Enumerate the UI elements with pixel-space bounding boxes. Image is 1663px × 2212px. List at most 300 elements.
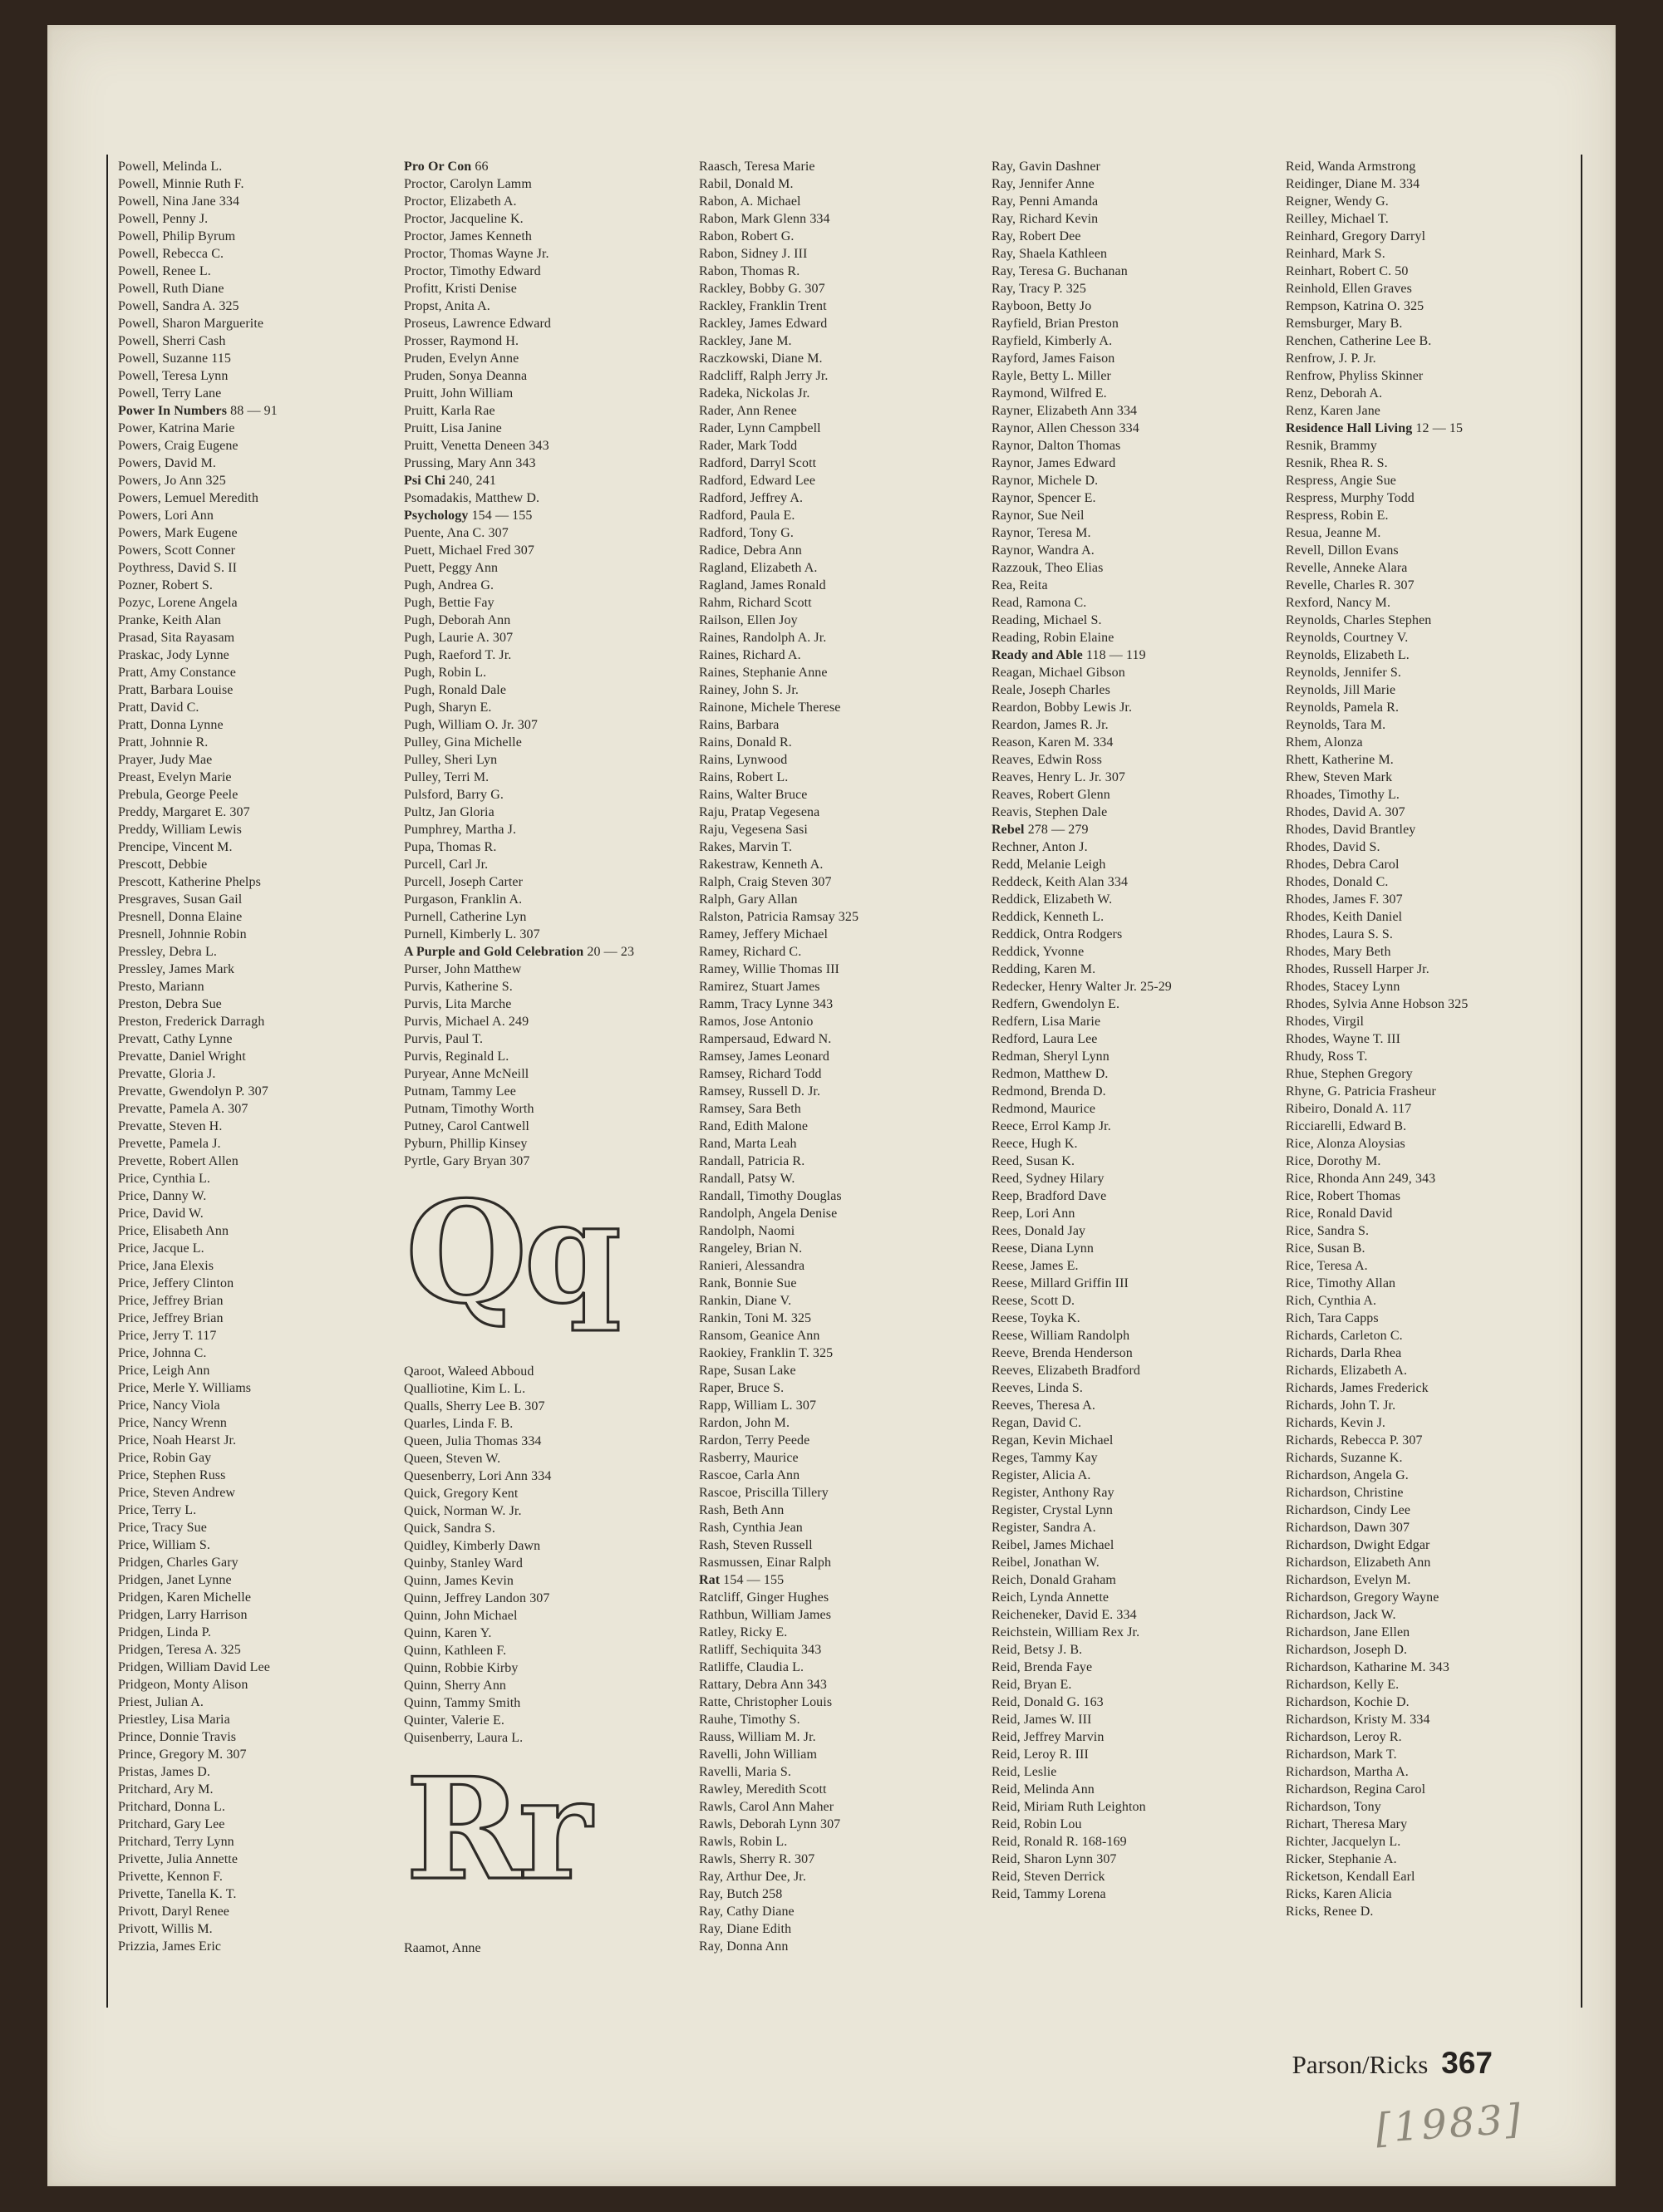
index-entry: Regan, Kevin Michael	[991, 1433, 1114, 1448]
index-entry: Reep, Bradford Dave	[991, 1189, 1107, 1203]
index-entry: Presgraves, Susan Gail	[118, 892, 243, 907]
index-entry: Powell, Terry Lane	[118, 386, 222, 401]
index-entry: Pruden, Evelyn Anne	[404, 351, 519, 366]
index-entry: Pressley, James Mark	[118, 962, 235, 976]
index-entry: Presto, Mariann	[118, 980, 204, 994]
index-entry: Reilley, Michael T.	[1286, 212, 1389, 226]
index-entry: Reece, Hugh K.	[991, 1137, 1078, 1151]
index-entry: Ricciarelli, Edward B.	[1286, 1119, 1407, 1133]
index-entry: Preston, Debra Sue	[118, 997, 222, 1011]
index-entry: Richardson, Jack W.	[1286, 1608, 1396, 1622]
index-entry: Pumphrey, Martha J.	[404, 823, 517, 837]
index-entry: Ramsey, James Leonard	[699, 1049, 830, 1064]
index-entry: Rawley, Meredith Scott	[699, 1782, 827, 1797]
index-entry: Reicheneker, David E. 334	[991, 1608, 1137, 1622]
index-entry: Ray, Gavin Dashner	[991, 160, 1100, 174]
index-entry: Queen, Julia Thomas 334	[404, 1434, 542, 1448]
index-entry: Radford, Darryl Scott	[699, 456, 817, 470]
index-entry: Propst, Anita A.	[404, 299, 490, 313]
index-entry: Price, Jeffery Clinton	[118, 1276, 234, 1290]
index-entry: Richardson, Gregory Wayne	[1286, 1590, 1439, 1605]
index-entry: Redfern, Lisa Marie	[991, 1015, 1101, 1029]
index-entry: Ribeiro, Donald A. 117	[1286, 1102, 1412, 1116]
index-entry: Radford, Paula E.	[699, 509, 795, 523]
index-entry: Priestley, Lisa Maria	[118, 1713, 230, 1727]
index-entry: Powers, Lori Ann	[118, 509, 214, 523]
index-entry: Raju, Vegesena Sasi	[699, 823, 808, 837]
index-entry: Reagan, Michael Gibson	[991, 666, 1125, 680]
index-entry: Powers, Scott Conner	[118, 543, 236, 558]
index-entry: Profitt, Kristi Denise	[404, 282, 517, 296]
index-entry: Puryear, Anne McNeill	[404, 1067, 529, 1081]
index-entry: Pugh, Laurie A. 307	[404, 631, 514, 645]
index-entry: Reid, Leslie	[991, 1765, 1057, 1779]
index-entry: Respress, Angie Sue	[1286, 474, 1397, 488]
index-entry: Powers, David M.	[118, 456, 217, 470]
index-entry: A Purple and Gold Celebration 20 — 23	[404, 945, 635, 959]
index-entry: Prevatte, Gloria J.	[118, 1067, 216, 1081]
index-entry: Rardon, John M.	[699, 1416, 790, 1430]
index-entry: Richardson, Elizabeth Ann	[1286, 1556, 1431, 1570]
index-entry: Proctor, Carolyn Lamm	[404, 177, 532, 191]
index-entry: Ramey, Richard C.	[699, 945, 802, 959]
index-entry: Richardson, Mark T.	[1286, 1747, 1397, 1762]
index-entry: Rackley, Jane M.	[699, 334, 792, 348]
index-entry: Ramsey, Russell D. Jr.	[699, 1084, 821, 1099]
index-entry: Ratliffe, Claudia L.	[699, 1660, 804, 1674]
index-entry: Powell, Rebecca C.	[118, 247, 224, 261]
index-entry: Powers, Mark Eugene	[118, 526, 238, 540]
index-entry: Pratt, Barbara Louise	[118, 683, 234, 697]
index-entry: Price, Noah Hearst Jr.	[118, 1433, 237, 1448]
index-entry: Reidinger, Diane M. 334	[1286, 177, 1420, 191]
index-entry: Reich, Donald Graham	[991, 1573, 1116, 1587]
index-entry: Rhodes, Laura S. S.	[1286, 927, 1394, 941]
index-entry: Rhyne, G. Patricia Frasheur	[1286, 1084, 1436, 1099]
index-entry: Purvis, Lita Marche	[404, 997, 512, 1011]
index-entry: Pratt, David C.	[118, 700, 199, 715]
index-entry: Prayer, Judy Mae	[118, 753, 213, 767]
index-entry: Pugh, Sharyn E.	[404, 700, 492, 715]
index-entry: Richardson, Joseph D.	[1286, 1643, 1408, 1657]
index-entry: Pritchard, Donna L.	[118, 1800, 225, 1814]
index-column-1	[118, 158, 404, 1955]
index-entry: Rayboon, Betty Jo	[991, 299, 1092, 313]
index-entry: Price, Robin Gay	[118, 1451, 212, 1465]
index-entry: Rank, Bonnie Sue	[699, 1276, 797, 1290]
index-entry: Rainey, John S. Jr.	[699, 683, 799, 697]
index-entry: Reese, Scott D.	[991, 1294, 1075, 1308]
index-entry: Ray, Robert Dee	[991, 229, 1081, 243]
index-entry: Rampersaud, Edward N.	[699, 1032, 832, 1046]
index-entry: Reynolds, Jill Marie	[1286, 683, 1396, 697]
index-entry: Purvis, Katherine S.	[404, 980, 513, 994]
index-entry: Rice, Timothy Allan	[1286, 1276, 1396, 1290]
index-entry: Reddeck, Keith Alan 334	[991, 875, 1129, 889]
index-entry: Richardson, Kristy M. 334	[1286, 1713, 1430, 1727]
index-entry: Quinn, Jeffrey Landon 307	[404, 1591, 550, 1605]
index-entry: Renz, Karen Jane	[1286, 404, 1380, 418]
index-entry: Reeves, Linda S.	[991, 1381, 1084, 1395]
index-entry: Reynolds, Elizabeth L.	[1286, 648, 1410, 662]
index-entry: Price, Terry L.	[118, 1503, 197, 1517]
index-entry: Quarles, Linda F. B.	[404, 1417, 514, 1431]
index-entry: Quinn, Tammy Smith	[404, 1696, 521, 1710]
index-entry: Prencipe, Vincent M.	[118, 840, 233, 854]
index-entry: Queen, Steven W.	[404, 1452, 501, 1466]
index-entry: Read, Ramona C.	[991, 596, 1087, 610]
index-entry: Pro Or Con 66	[404, 160, 489, 174]
index-entry: Richardson, Kelly E.	[1286, 1678, 1400, 1692]
index-entry: Pruitt, John William	[404, 386, 514, 401]
index-entry: Pridgen, William David Lee	[118, 1660, 270, 1674]
index-entry: Puett, Michael Fred 307	[404, 543, 534, 558]
index-entry: Rains, Donald R.	[699, 735, 792, 750]
index-entry: Reid, Robin Lou	[991, 1817, 1082, 1831]
index-entry: Rhodes, Stacey Lynn	[1286, 980, 1400, 994]
right-vertical-rule	[1581, 155, 1582, 2008]
index-entry: Preston, Frederick Darragh	[118, 1015, 265, 1029]
index-entry: Rice, Ronald David	[1286, 1207, 1393, 1221]
index-entry: Raynor, Michele D.	[991, 474, 1099, 488]
index-entry: Purcell, Carl Jr.	[404, 858, 489, 872]
index-entry: Raasch, Teresa Marie	[699, 160, 815, 174]
index-entry: Rabon, Mark Glenn 334	[699, 212, 830, 226]
index-entry: Ramos, Jose Antonio	[699, 1015, 814, 1029]
index-entry: Price, Jacque L.	[118, 1241, 204, 1256]
index-entry: Pridgen, Larry Harrison	[118, 1608, 248, 1622]
index-entry: Privette, Julia Annette	[118, 1852, 239, 1866]
index-entry: Reddick, Yvonne	[991, 945, 1085, 959]
index-entry: Pritchard, Gary Lee	[118, 1817, 225, 1831]
index-entry: Price, Nancy Viola	[118, 1398, 220, 1413]
index-entry: Richards, John T. Jr.	[1286, 1398, 1396, 1413]
index-entry: Pugh, Ronald Dale	[404, 683, 507, 697]
index-entry: Ranieri, Alessandra	[699, 1259, 805, 1273]
index-entry: Pultz, Jan Gloria	[404, 805, 494, 819]
index-entry: Presnell, Johnnie Robin	[118, 927, 247, 941]
index-entry: Qualliotine, Kim L. L.	[404, 1382, 526, 1396]
index-entry: Rauhe, Timothy S.	[699, 1713, 800, 1727]
index-entry: Ramm, Tracy Lynne 343	[699, 997, 834, 1011]
index-entry: Qaroot, Waleed Abboud	[404, 1364, 534, 1379]
index-entry: Reynolds, Pamela R.	[1286, 700, 1400, 715]
index-entry: Reich, Lynda Annette	[991, 1590, 1109, 1605]
index-entry: Regan, David C.	[991, 1416, 1082, 1430]
index-entry: Ratte, Christopher Louis	[699, 1695, 833, 1709]
index-entry: Power In Numbers 88 — 91	[118, 404, 278, 418]
index-entry: Prevette, Pamela J.	[118, 1137, 221, 1151]
index-entry: Register, Sandra A.	[991, 1521, 1096, 1535]
index-entry: Reid, Melinda Ann	[991, 1782, 1095, 1797]
index-entry: Rawls, Sherry R. 307	[699, 1852, 815, 1866]
index-entry: Presnell, Donna Elaine	[118, 910, 243, 924]
index-entry: Pritchard, Ary M.	[118, 1782, 214, 1797]
index-entry: Richardson, Dawn 307	[1286, 1521, 1410, 1535]
index-entry: Pruitt, Venetta Deneen 343	[404, 439, 549, 453]
index-entry: Purnell, Kimberly L. 307	[404, 927, 540, 941]
index-entry: Preast, Evelyn Marie	[118, 770, 232, 784]
index-entry: Rhodes, David Brantley	[1286, 823, 1416, 837]
index-entry: Powell, Penny J.	[118, 212, 209, 226]
index-entry: Prosser, Raymond H.	[404, 334, 519, 348]
index-entry: Rice, Teresa A.	[1286, 1259, 1368, 1273]
index-entry: Residence Hall Living 12 — 15	[1286, 421, 1464, 435]
index-entry: Price, Merle Y. Williams	[118, 1381, 252, 1395]
index-entry: Powers, Jo Ann 325	[118, 474, 226, 488]
index-entry: Rackley, Bobby G. 307	[699, 282, 825, 296]
index-entry: Rhodes, James F. 307	[1286, 892, 1403, 907]
index-entry: Richards, Rebecca P. 307	[1286, 1433, 1423, 1448]
index-entry: Proctor, Jacqueline K.	[404, 212, 524, 226]
index-entry: Reid, Betsy J. B.	[991, 1643, 1083, 1657]
section-letter-Rr	[404, 1747, 699, 1939]
index-entry: Reese, James E.	[991, 1259, 1079, 1273]
index-entry: Purser, John Matthew	[404, 962, 522, 976]
index-entry: Ramsey, Sara Beth	[699, 1102, 801, 1116]
index-entry: Ramsey, Richard Todd	[699, 1067, 822, 1081]
index-entry: Rangeley, Brian N.	[699, 1241, 803, 1256]
index-entry: Price, Leigh Ann	[118, 1364, 210, 1378]
index-entry: Pridgeon, Monty Alison	[118, 1678, 248, 1692]
index-entry: Proctor, James Kenneth	[404, 229, 532, 243]
index-entry: Quisenberry, Laura L.	[404, 1731, 524, 1745]
index-entry: Purnell, Catherine Lyn	[404, 910, 527, 924]
index-entry: Pridgen, Janet Lynne	[118, 1573, 232, 1587]
index-entry: Rhodes, Donald C.	[1286, 875, 1389, 889]
index-entry: Rayford, James Faison	[991, 351, 1115, 366]
index-entry: Raynor, Teresa M.	[991, 526, 1091, 540]
index-entry: Reid, Ronald R. 168-169	[991, 1835, 1127, 1849]
index-entry: Rabon, Thomas R.	[699, 264, 800, 278]
index-entry: Rhodes, Keith Daniel	[1286, 910, 1403, 924]
index-entry: Rhodes, Russell Harper Jr.	[1286, 962, 1429, 976]
index-entry: Radeka, Nickolas Jr.	[699, 386, 810, 401]
index-entry: Price, Cynthia L.	[118, 1172, 211, 1186]
index-entry: Rhodes, Debra Carol	[1286, 858, 1400, 872]
index-entry: Reddick, Elizabeth W.	[991, 892, 1113, 907]
index-entry: Ray, Diane Edith	[699, 1922, 792, 1936]
index-entry: Reynolds, Tara M.	[1286, 718, 1386, 732]
index-entry: Psomadakis, Matthew D.	[404, 491, 540, 505]
index-entry: Redd, Melanie Leigh	[991, 858, 1106, 872]
index-entry: Rardon, Terry Peede	[699, 1433, 810, 1448]
index-entry: Richardson, Tony	[1286, 1800, 1381, 1814]
index-entry: Reid, Leroy R. III	[991, 1747, 1089, 1762]
svg-text:Rr: Rr	[406, 1747, 589, 1911]
handwritten-year-note: [1983]	[1374, 2095, 1525, 2153]
index-entry: Raines, Richard A.	[699, 648, 801, 662]
index-entry: Richardson, Angela G.	[1286, 1468, 1409, 1482]
index-entry: Reese, William Randolph	[991, 1329, 1130, 1343]
index-entry: Quinn, Sherry Ann	[404, 1679, 507, 1693]
index-entry: Reges, Tammy Kay	[991, 1451, 1098, 1465]
index-entry: Reinhard, Gregory Darryl	[1286, 229, 1426, 243]
index-entry: Pruitt, Lisa Janine	[404, 421, 502, 435]
index-entry: Richards, Suzanne K.	[1286, 1451, 1403, 1465]
svg-text:Qq: Qq	[406, 1170, 618, 1335]
index-entry: Rabon, A. Michael	[699, 194, 801, 209]
index-entry: Richardson, Evelyn M.	[1286, 1573, 1411, 1587]
index-entry: Rawls, Robin L.	[699, 1835, 788, 1849]
index-entry: Rascoe, Priscilla Tillery	[699, 1486, 829, 1500]
index-entry: Raamot, Anne	[404, 1941, 481, 1955]
index-entry: Reigner, Wendy G.	[1286, 194, 1389, 209]
index-entry: Pupa, Thomas R.	[404, 840, 497, 854]
index-entry: Raynor, Allen Chesson 334	[991, 421, 1139, 435]
index-entry: Rader, Lynn Campbell	[699, 421, 821, 435]
index-entry: Rabon, Sidney J. III	[699, 247, 808, 261]
index-entry: Rhodes, David A. 307	[1286, 805, 1405, 819]
index-entry: Ricks, Karen Alicia	[1286, 1887, 1392, 1901]
index-entry: Quinn, James Kevin	[404, 1574, 514, 1588]
index-entry: Rhue, Stephen Gregory	[1286, 1067, 1413, 1081]
index-entry: Powell, Minnie Ruth F.	[118, 177, 244, 191]
index-entry: Railson, Ellen Joy	[699, 613, 798, 627]
index-entry: Redding, Karen M.	[991, 962, 1096, 976]
index-entry: Rakes, Marvin T.	[699, 840, 793, 854]
index-entry: Powell, Melinda L.	[118, 160, 223, 174]
index-entry: Radford, Tony G.	[699, 526, 794, 540]
index-entry: Revelle, Charles R. 307	[1286, 578, 1415, 592]
index-entry: Rawls, Deborah Lynn 307	[699, 1817, 841, 1831]
index-entry: Rechner, Anton J.	[991, 840, 1088, 854]
index-entry: Prevatt, Cathy Lynne	[118, 1032, 233, 1046]
index-entry: Reynolds, Courtney V.	[1286, 631, 1409, 645]
index-entry: Rhodes, Virgil	[1286, 1015, 1365, 1029]
index-entry: Powell, Sherri Cash	[118, 334, 226, 348]
index-entry: Richardson, Katharine M. 343	[1286, 1660, 1449, 1674]
index-entry: Rapp, William L. 307	[699, 1398, 817, 1413]
index-entry: Rathbun, William James	[699, 1608, 832, 1622]
index-entry: Resnik, Rhea R. S.	[1286, 456, 1388, 470]
index-entry: Reading, Robin Elaine	[991, 631, 1114, 645]
index-entry: Price, Nancy Wrenn	[118, 1416, 228, 1430]
index-entry: Reid, Bryan E.	[991, 1678, 1072, 1692]
index-entry: Prasad, Sita Rayasam	[118, 631, 235, 645]
index-entry: Rayle, Betty L. Miller	[991, 369, 1111, 383]
index-entry: Reading, Michael S.	[991, 613, 1102, 627]
index-entry: Pugh, Raeford T. Jr.	[404, 648, 512, 662]
index-entry: Pridgen, Charles Gary	[118, 1556, 239, 1570]
index-entry: Powers, Craig Eugene	[118, 439, 239, 453]
index-entry: Ray, Richard Kevin	[991, 212, 1099, 226]
index-entry: Reese, Toyka K.	[991, 1311, 1080, 1325]
index-entry: Price, Jeffrey Brian	[118, 1311, 224, 1325]
index-entry: Pratt, Donna Lynne	[118, 718, 224, 732]
page-footer	[1292, 2046, 1493, 2081]
index-entry: Raynor, Sue Neil	[991, 509, 1085, 523]
index-entry: Redmond, Brenda D.	[991, 1084, 1106, 1099]
index-entry: Rainone, Michele Therese	[699, 700, 841, 715]
index-entry: Razzouk, Theo Elias	[991, 561, 1104, 575]
index-entry: Preddy, Margaret E. 307	[118, 805, 250, 819]
index-entry: Ray, Donna Ann	[699, 1939, 789, 1954]
index-entry: Raines, Stephanie Anne	[699, 666, 828, 680]
index-entry: Reinhard, Mark S.	[1286, 247, 1385, 261]
index-entry: Pridgen, Karen Michelle	[118, 1590, 252, 1605]
index-entry: Pozyc, Lorene Angela	[118, 596, 238, 610]
index-entry: Privette, Kennon F.	[118, 1870, 223, 1884]
index-entry: Ratcliff, Ginger Hughes	[699, 1590, 829, 1605]
index-entry: Rackley, James Edward	[699, 317, 828, 331]
index-entry: Price, Stephen Russ	[118, 1468, 226, 1482]
index-entry: Richards, James Frederick	[1286, 1381, 1429, 1395]
index-entry: Pulley, Gina Michelle	[404, 735, 522, 750]
index-entry: Rhodes, David S.	[1286, 840, 1380, 854]
index-entry: Preddy, William Lewis	[118, 823, 242, 837]
index-entry: Purvis, Reginald L.	[404, 1049, 509, 1064]
index-entry: Renz, Deborah A.	[1286, 386, 1383, 401]
index-entry: Pressley, Debra L.	[118, 945, 217, 959]
index-entry: Rhett, Katherine M.	[1286, 753, 1394, 767]
index-entry: Privette, Tanella K. T.	[118, 1887, 237, 1901]
index-entry: Rebel 278 — 279	[991, 823, 1089, 837]
index-entry: Richardson, Kochie D.	[1286, 1695, 1410, 1709]
index-column-2	[404, 158, 699, 1957]
index-entry: Pulley, Sheri Lyn	[404, 753, 498, 767]
index-entry: Prince, Gregory M. 307	[118, 1747, 247, 1762]
index-entry: Rat 154 — 155	[699, 1573, 785, 1587]
index-entry: Price, Jana Elexis	[118, 1259, 214, 1273]
index-entry: Quinn, Kathleen F.	[404, 1644, 507, 1658]
index-entry: Rabil, Donald M.	[699, 177, 794, 191]
index-entry: Reichstein, William Rex Jr.	[991, 1625, 1140, 1639]
index-entry: Renfrow, Phyliss Skinner	[1286, 369, 1424, 383]
index-entry: Raines, Randolph A. Jr.	[699, 631, 827, 645]
index-entry: Raynor, James Edward	[991, 456, 1116, 470]
index-entry: Rader, Ann Renee	[699, 404, 797, 418]
index-entry: Reaves, Robert Glenn	[991, 788, 1110, 802]
index-entry: Rayner, Elizabeth Ann 334	[991, 404, 1138, 418]
index-entry: Rich, Cynthia A.	[1286, 1294, 1377, 1308]
index-entry: Price, Elisabeth Ann	[118, 1224, 229, 1238]
index-entry: Rash, Beth Ann	[699, 1503, 785, 1517]
index-entry: Rains, Walter Bruce	[699, 788, 808, 802]
index-entry: Pozner, Robert S.	[118, 578, 213, 592]
index-entry: Pugh, William O. Jr. 307	[404, 718, 539, 732]
index-entry: Psychology 154 — 155	[404, 509, 533, 523]
index-entry: Redmon, Matthew D.	[991, 1067, 1109, 1081]
index-entry: Reardon, Bobby Lewis Jr.	[991, 700, 1133, 715]
index-entry: Pulley, Terri M.	[404, 770, 490, 784]
index-entry: Price, Steven Andrew	[118, 1486, 236, 1500]
index-entry: Revelle, Anneke Alara	[1286, 561, 1408, 575]
index-entry: Reed, Susan K.	[991, 1154, 1075, 1168]
index-column-5	[1286, 158, 1578, 1920]
index-entry: Powell, Teresa Lynn	[118, 369, 229, 383]
index-entry: Puente, Ana C. 307	[404, 526, 509, 540]
index-entry: Prescott, Katherine Phelps	[118, 875, 261, 889]
index-entry: Putney, Carol Cantwell	[404, 1119, 529, 1133]
index-entry: Rattary, Debra Ann 343	[699, 1678, 828, 1692]
index-entry: Rains, Barbara	[699, 718, 780, 732]
index-entry: Rich, Tara Capps	[1286, 1311, 1379, 1325]
index-entry: Respress, Murphy Todd	[1286, 491, 1415, 505]
index-entry: Ray, Shaela Kathleen	[991, 247, 1108, 261]
index-entry: Proctor, Elizabeth A.	[404, 194, 517, 209]
section-letter-Qq	[404, 1170, 699, 1363]
index-entry: Rand, Edith Malone	[699, 1119, 809, 1133]
index-entry: Rayfield, Kimberly A.	[991, 334, 1113, 348]
index-entry: Pranke, Keith Alan	[118, 613, 221, 627]
index-entry: Rea, Reita	[991, 578, 1048, 592]
index-entry: Richards, Carleton C.	[1286, 1329, 1403, 1343]
index-entry: Register, Alicia A.	[991, 1468, 1091, 1482]
index-entry: Rasmussen, Einar Ralph	[699, 1556, 832, 1570]
index-entry: Rhew, Steven Mark	[1286, 770, 1393, 784]
index-entry: Price, William S.	[118, 1538, 210, 1552]
